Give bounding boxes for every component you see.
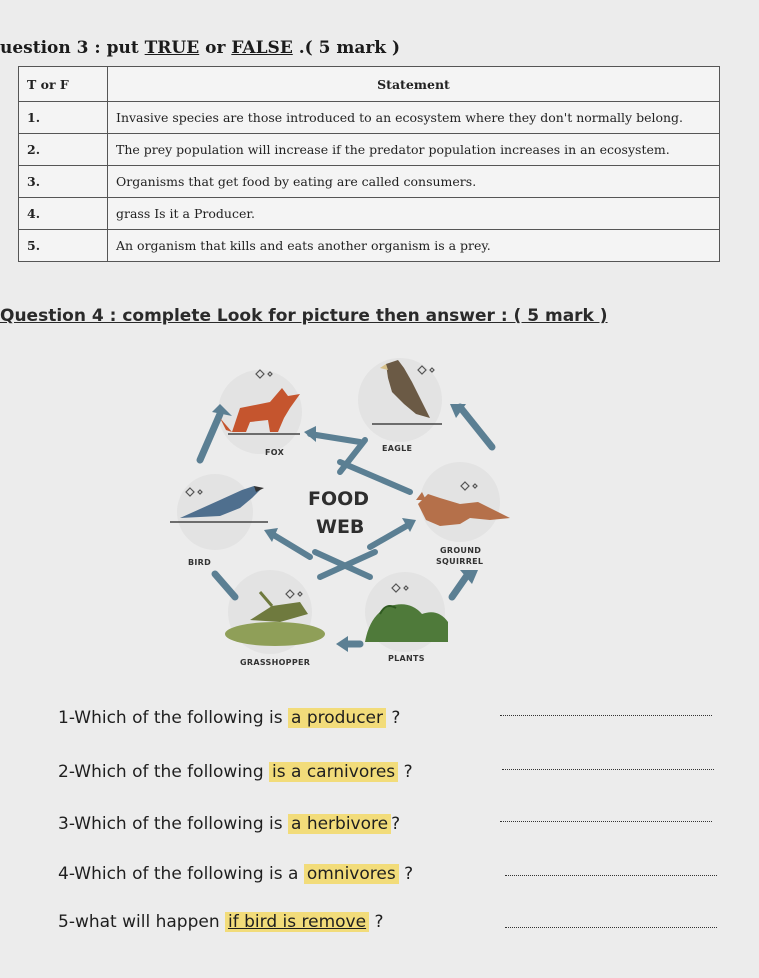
- label-bird: BIRD: [188, 558, 212, 567]
- row-statement: Invasive species are those introduced to an ecosystem where they don't normally belong.: [108, 102, 720, 134]
- row-statement: Organisms that get food by eating are called consumers.: [108, 166, 720, 198]
- table-row: [19, 134, 720, 166]
- question-5: [58, 912, 384, 932]
- question-mark: ?: [369, 912, 384, 932]
- question-4: [58, 864, 413, 884]
- question-mark: ?: [391, 814, 401, 834]
- question-highlight: a producer: [288, 708, 386, 728]
- question-1: [58, 708, 400, 728]
- label-plants: PLANTS: [388, 654, 425, 663]
- arrow-web-bird: [272, 534, 310, 557]
- question-text: 2-Which of the following: [58, 762, 270, 782]
- table-row: [19, 230, 720, 262]
- row-statement: The prey population will increase if the predator population increases in an ecosystem.: [108, 134, 720, 166]
- question-text: 4-Which of the following is a: [58, 864, 304, 884]
- row-number[interactable]: 2.: [19, 134, 108, 166]
- label-grasshopper: GRASSHOPPER: [240, 658, 311, 667]
- question-mark: ?: [386, 708, 401, 728]
- food-web-title-1: FOOD: [308, 488, 370, 510]
- arrow-right-lower: [452, 574, 468, 597]
- table-header-row: [19, 67, 720, 102]
- label-squirrel-2: SQUIRREL: [436, 557, 484, 566]
- label-squirrel-1: GROUND: [440, 546, 482, 555]
- row-number[interactable]: 5.: [19, 230, 108, 262]
- answer-line-2[interactable]: [502, 768, 714, 770]
- q3-prefix: uestion 3 : put: [0, 38, 145, 58]
- answer-line-1[interactable]: [500, 714, 712, 716]
- column-header-statement: Statement: [108, 67, 720, 102]
- question-2: [58, 762, 413, 782]
- arrow-eagle-fox: [310, 434, 360, 442]
- table-row: [19, 166, 720, 198]
- q3-false-word: FALSE: [231, 38, 293, 58]
- answer-line-3[interactable]: [500, 820, 712, 822]
- row-statement: grass Is it a Producer.: [108, 198, 720, 230]
- question-text: 5-what will happen: [58, 912, 226, 932]
- row-number[interactable]: 3.: [19, 166, 108, 198]
- question-3: [58, 814, 400, 834]
- label-eagle: EAGLE: [382, 444, 413, 453]
- question-text: 3-Which of the following is: [58, 814, 288, 834]
- q3-true-word: TRUE: [144, 38, 200, 58]
- question-highlight: a herbivore: [288, 814, 391, 834]
- question-highlight: if bird is remove: [225, 912, 369, 932]
- row-number[interactable]: 1.: [19, 102, 108, 134]
- label-fox: FOX: [265, 448, 285, 457]
- question-highlight: omnivores: [304, 864, 399, 884]
- table-row: [19, 198, 720, 230]
- question-mark: ?: [398, 762, 413, 782]
- food-web-diagram: [160, 352, 540, 682]
- arrow-web-squirrel: [370, 524, 410, 547]
- answer-line-5[interactable]: [505, 926, 717, 928]
- food-web-title-2: WEB: [316, 516, 365, 538]
- arrow-left-lower: [215, 574, 235, 597]
- question-4-heading: Question 4 : complete Look for picture then answer : ( 5 mark ): [0, 306, 608, 326]
- question-highlight: is a carnivores: [269, 762, 398, 782]
- arrow-left-upper: [200, 414, 220, 460]
- q3-suffix: .( 5 mark ): [292, 38, 401, 58]
- answer-line-4[interactable]: [505, 874, 717, 876]
- question-3-heading: [0, 38, 400, 58]
- column-header-tf: T or F: [19, 67, 108, 102]
- row-number[interactable]: 4.: [19, 198, 108, 230]
- arrow-right-upper: [460, 407, 492, 447]
- table-row: [19, 102, 720, 134]
- q3-or-word: or: [199, 38, 232, 58]
- question-mark: ?: [398, 864, 414, 884]
- row-statement: An organism that kills and eats another organism is a prey.: [108, 230, 720, 262]
- true-false-table: [18, 66, 720, 262]
- question-text: 1-Which of the following is: [58, 708, 288, 728]
